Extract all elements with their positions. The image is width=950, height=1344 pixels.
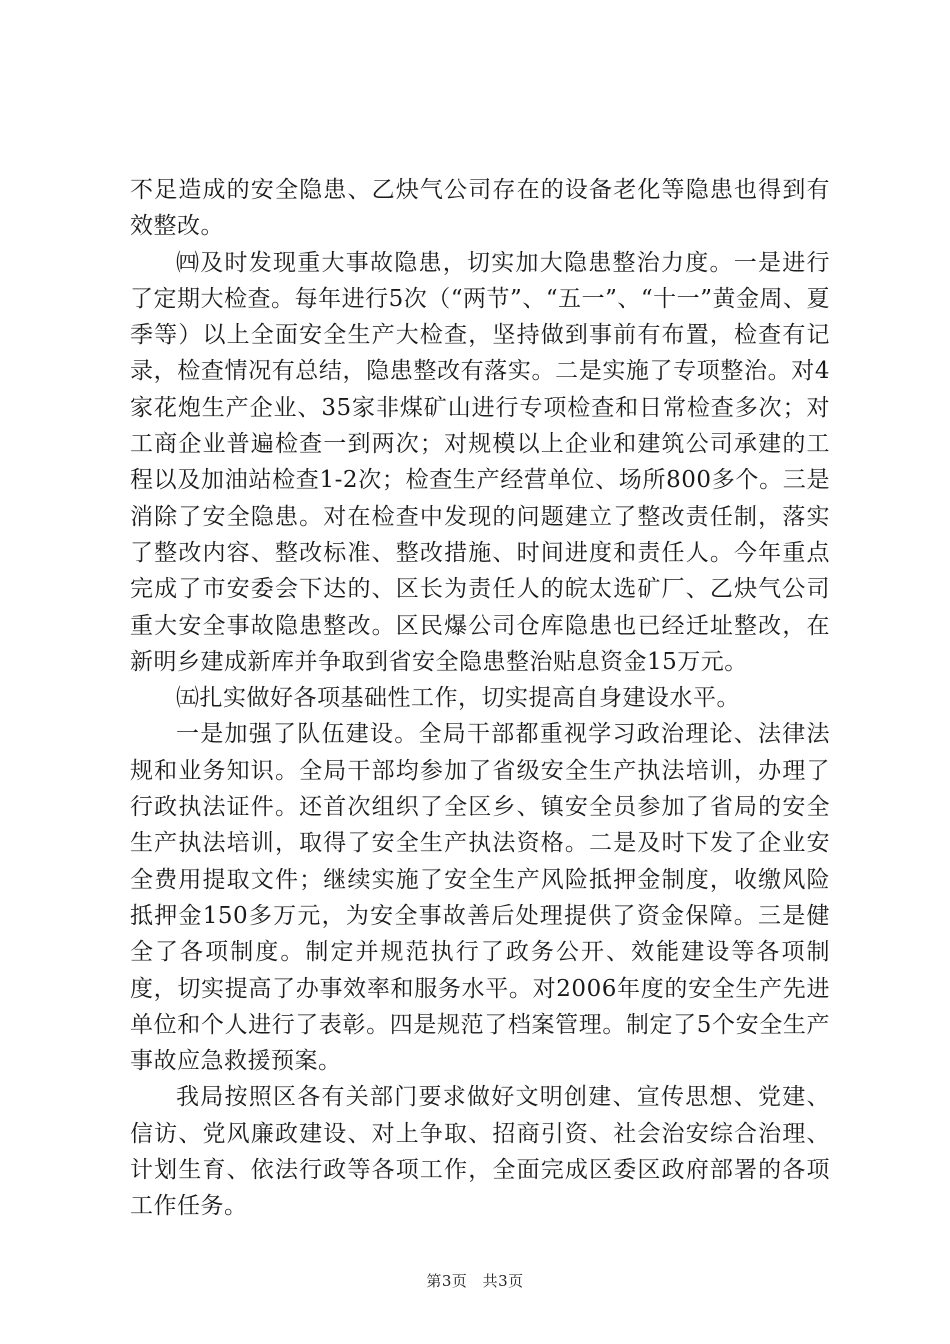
document-body	[130, 172, 830, 1225]
paragraph-foundation-heading: ㈤扎实做好各项基础性工作，切实提高自身建设水平。	[176, 685, 740, 712]
page-number: 第3页	[426, 1272, 468, 1290]
page-footer	[0, 1270, 950, 1291]
paragraph-other-work: 我局按照区各有关部门要求做好文明创建、宣传思想、党建、信访、党风廉政建设、对上争取、招商引资、社会治安综合治理、计划生育、依法行政等各项工作，全面完成区委区政府部署的各项工作任务。	[130, 1084, 830, 1220]
paragraph-team-building: 一是加强了队伍建设。全局干部都重视学习政治理论、法律法规和业务知识。全局干部均参加了省级安全生产执法培训，办理了行政执法证件。还首次组织了全区乡、镇安全员参加了省局的安全生产执法培训，取得了安全生产执法资格。二是及时下发了企业安全费用提取文件；继续实施了安全生产风险抵押金制度，收缴风险抵押金150多万元，为安全事故善后处理提供了资金保障。三是健全了各项制度。制定并规范执行了政务公开、效能建设等各项制度，切实提高了办事效率和服务水平。对2006年度的安全生产先进单位和个人进行了表彰。四是规范了档案管理。制定了5个安全生产事故应急救援预案。	[130, 721, 830, 1075]
paragraph-hazard-inspection: ㈣及时发现重大事故隐患，切实加大隐患整治力度。一是进行了定期大检查。每年进行5次（“两节”、“五一”、“十一”黄金周、夏季等）以上全面安全生产大检查，坚持做到事前有布置，检查有记录，检查情况有总结，隐患整改有落实。二是实施了专项整治。对4家花炮生产企业、35家非煤矿山进行专项检查和日常检查多次；对工商企业普遍检查一到两次；对规模以上企业和建筑公司承建的工程以及加油站检查1-2次；检查生产经营单位、场所800多个。三是消除了安全隐患。对在检查中发现的问题建立了整改责任制，落实了整改内容、整改标准、整改措施、时间进度和责任人。今年重点完成了市安委会下达的、区长为责任人的皖太选矿厂、乙炔气公司重大安全事故隐患整改。区民爆公司仓库隐患也已经迁址整改，在新明乡建成新库并争取到省安全隐患整治贴息资金15万元。	[130, 249, 830, 675]
paragraph-continuation: 不足造成的安全隐患、乙炔气公司存在的设备老化等隐患也得到有效整改。	[130, 177, 830, 240]
page-total: 共3页	[482, 1272, 524, 1290]
